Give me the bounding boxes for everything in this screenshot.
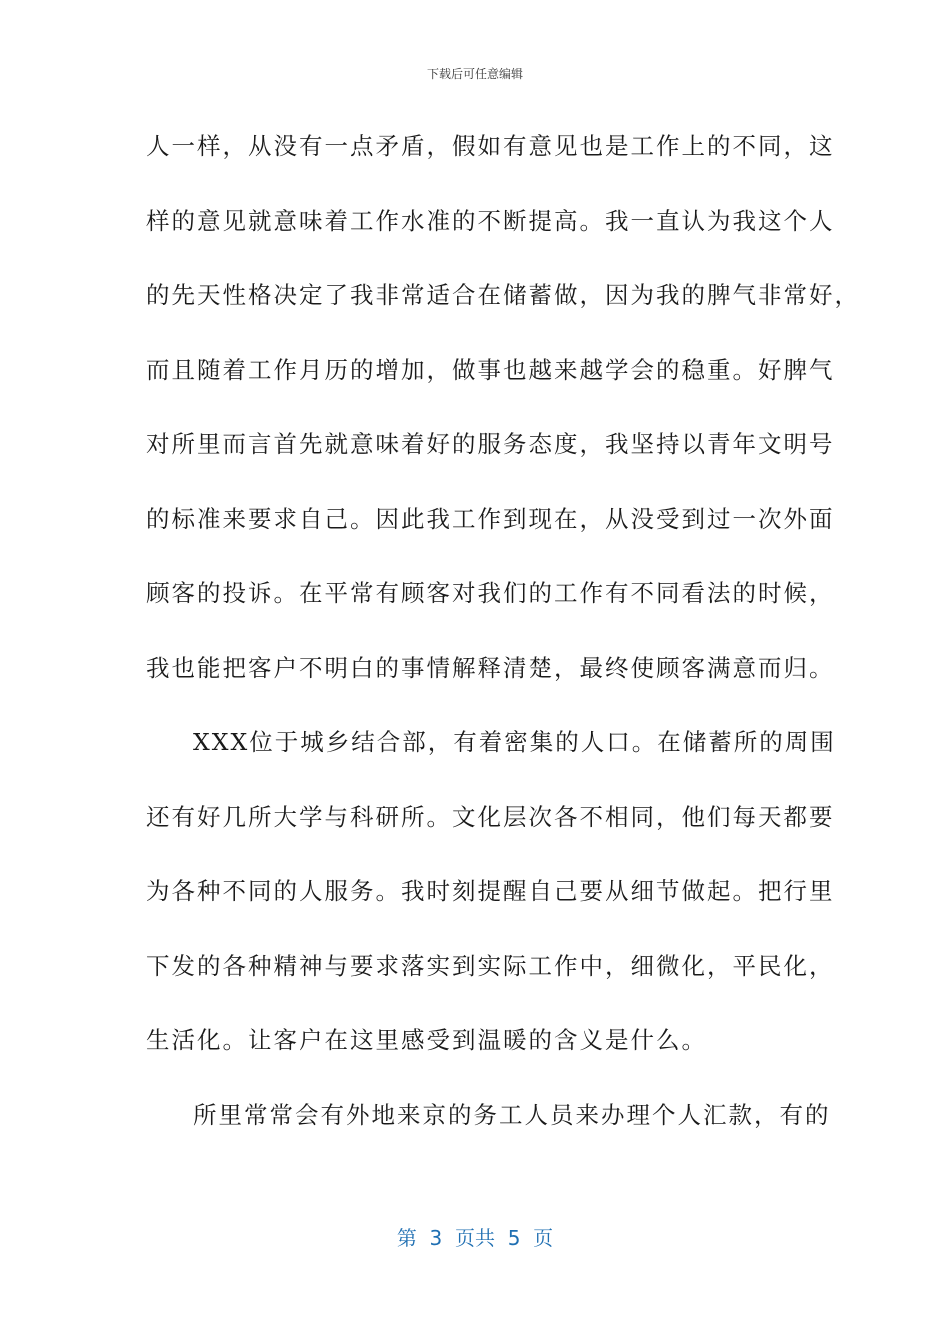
paragraph-start-line: XXX位于城乡结合部，有着密集的人口。在储蓄所的周围 — [193, 728, 836, 756]
text-line: 的标准来要求自己。因此我工作到现在，从没受到过一次外面 — [146, 504, 835, 533]
text-line: 人一样，从没有一点矛盾，假如有意见也是工作上的不同，这 — [146, 132, 835, 160]
page-header: 下载后可任意编辑 — [426, 67, 523, 81]
text-line: 下发的各种精神与要求落实到实际工作中，细微化，平民化， — [146, 951, 835, 980]
text-line: 还有好几所大学与科研所。文化层次各不相同，他们每天都要 — [146, 802, 835, 831]
text-line: 的先天性格决定了我非常适合在储蓄做，因为我的脾气非常好， — [146, 281, 860, 309]
text-line: 生活化。让客户在这里感受到温暖的含义是什么。 — [146, 1026, 707, 1054]
text-line: 样的意见就意味着工作水准的不断提高。我一直认为我这个人 — [146, 206, 835, 235]
paragraph-start-line: 所里常常会有外地来京的务工人员来办理个人汇款，有的 — [193, 1100, 831, 1129]
text-line: 而且随着工作月历的增加，做事也越来越学会的稳重。好脾气 — [146, 355, 835, 384]
text-line: 对所里而言首先就意味着好的服务态度，我坚持以青年文明号 — [146, 430, 835, 458]
page-number-footer: 第 3 页共 5 页 — [396, 1226, 554, 1250]
text-line: 顾客的投诉。在平常有顾客对我们的工作有不同看法的时候， — [146, 579, 835, 607]
text-line: 我也能把客户不明白的事情解释清楚，最终使顾客满意而归。 — [146, 653, 835, 682]
text-line: 为各种不同的人服务。我时刻提醒自己要从细节做起。把行里 — [146, 877, 835, 905]
document-body — [146, 124, 860, 1167]
